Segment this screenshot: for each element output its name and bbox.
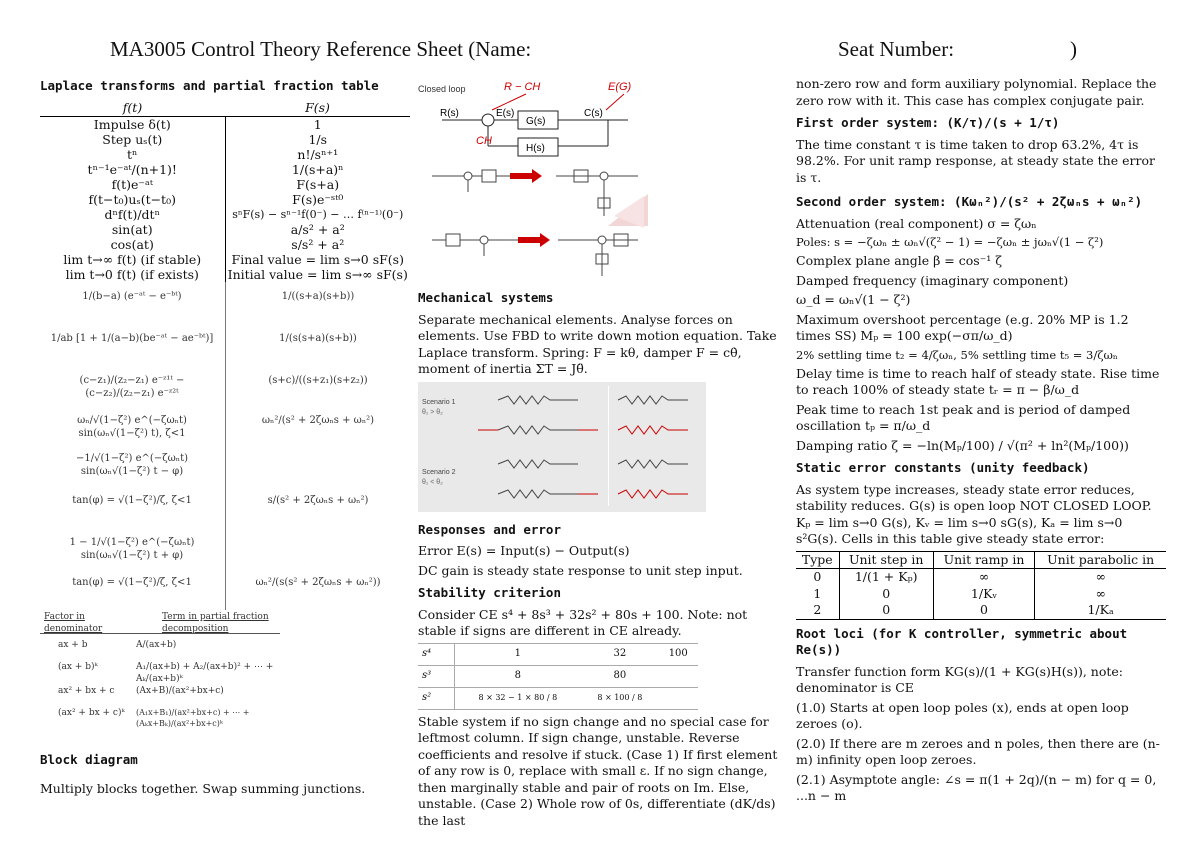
table-cell: s²	[418, 687, 454, 709]
second-order-line: Damping ratio ζ = −ln(Mₚ/100) / √(π² + ln²(Mₚ/100))	[796, 437, 1129, 453]
table-cell: 100	[658, 643, 698, 665]
table-row	[40, 132, 410, 147]
block-diagram-svg	[418, 76, 788, 288]
table-cell: 0	[813, 569, 822, 585]
first-order-heading: First order system: (K/τ)/(s + 1/τ)	[796, 115, 1060, 130]
damper-icon	[618, 460, 688, 468]
e-g-label: E(G)	[608, 81, 632, 93]
table-cell: s⁴	[418, 643, 454, 665]
table-cell: 1	[813, 585, 822, 601]
term-cell: A₁/(ax+b) + A₂/(ax+b)² + ⋯ + Aₖ/(ax+b)ᵏ	[136, 662, 274, 684]
divider	[608, 386, 609, 506]
mechanical-heading: Mechanical systems	[418, 290, 554, 305]
table-row	[40, 207, 410, 222]
pf-time: −1/√(1−ζ²) e^(−ζωₙt) sin(ωₙ√(1−ζ²) t − φ)	[75, 453, 189, 478]
stability-intro: Consider CE s⁴ + 8s³ + 32s² + 80s + 100. Note: not stable if signs are different in CE already.	[418, 606, 748, 638]
table-cell: 1/s	[308, 132, 328, 147]
table-cell: sⁿF(s) − sⁿ⁻¹f(0⁻) − … f⁽ⁿ⁻¹⁾(0⁻)	[232, 207, 404, 221]
table-row	[796, 586, 1166, 603]
damper-icon	[618, 426, 688, 434]
routh-table	[418, 643, 698, 710]
equivalence-arrowhead	[540, 233, 550, 247]
summing-junction	[598, 236, 606, 244]
pf-time: (c−z₁)/(z₂−z₁) e⁻ᶻ¹ᵗ − (c−z₂)/(z₂−z₁) e⁻ᶻ²ᵗ	[79, 375, 185, 400]
table-cell: 80	[581, 665, 658, 687]
table-cell: s³	[418, 665, 454, 687]
damper-icon	[618, 396, 688, 404]
scenario-2-sub: θ₁ < θ₂	[422, 478, 443, 486]
column-2	[418, 76, 788, 832]
table-row	[418, 643, 698, 665]
mechanical-text: Separate mechanical elements. Analyse forces on elements. Use FBD to write down motion equation. Take Laplace transform. Spring: F = kθ, damper F = cθ̇, moment of inertia ΣT = Jθ̈.	[418, 311, 777, 376]
scenario-1-label: Scenario 1	[422, 398, 456, 406]
factor-cell: ax + b	[58, 640, 88, 650]
rs-label: R(s)	[440, 108, 459, 119]
column-1	[40, 76, 410, 800]
second-order-line: Delay time is time to reach half of steady state. Rise time to reach 100% of steady state tᵣ = π − β/ω_d	[796, 365, 1160, 398]
pf-time: 1/(b−a) (e⁻ᵃᵗ − e⁻ᵇᵗ)	[82, 291, 182, 302]
spring-icon	[498, 460, 578, 468]
error-table	[796, 551, 1166, 620]
laplace-col-F: F(s)	[225, 100, 410, 117]
table-cell: 1/(1 + Kₚ)	[839, 569, 933, 586]
responses-heading: Responses and error	[418, 521, 561, 537]
root-loci-line: (2.1) Asymptote angle: ∠s = π(1 + 2q)/(n − m) for q = 0, ...n − m	[796, 771, 1157, 804]
pf-time: ωₙ/√(1−ζ²) e^(−ζωₙt) sin(ωₙ√(1−ζ²) t), ζ<1	[77, 415, 187, 440]
root-loci-line: (1.0) Starts at open loop poles (x), ends at open loop zeroes (o).	[796, 699, 1129, 732]
term-cell: (A₁x+B₁)/(ax²+bx+c) + ⋯ + (Aₖx+Bₖ)/(ax²+bx+c)ᵏ	[136, 708, 250, 728]
table-row	[418, 665, 698, 687]
table-cell: 1	[454, 643, 581, 665]
table-cell: 32	[581, 643, 658, 665]
table-cell: tⁿ⁻¹e⁻ᵃᵗ/(n+1)!	[40, 162, 225, 177]
table-cell: F(s)e⁻ˢᵗ⁰	[292, 192, 344, 207]
second-order-line: Maximum overshoot percentage (e.g. 20% MP is 1.2 times SS) Mₚ = 100 exp(−σπ/ω_d)	[796, 311, 1129, 344]
table-cell: 2	[796, 602, 839, 619]
table-cell: 1	[313, 117, 322, 132]
table-cell: 1/(s+a)ⁿ	[291, 162, 344, 177]
static-error-text: As system type increases, steady state error reduces, stability reduces. G(s) is open loop NOT CLOSED LOOP. Kₚ = lim s→0 G(s), Kᵥ = lim s→0 sG(s), Kₐ = lim s→0 s²G(s). Cells in this table give steady state error:	[796, 481, 1152, 547]
table-cell: f(t)e⁻ᵃᵗ	[40, 177, 225, 192]
table-cell: n!/sⁿ⁺¹	[297, 147, 339, 162]
laplace-table	[40, 100, 410, 283]
gs-label: G(s)	[526, 116, 546, 127]
g-block	[446, 234, 460, 246]
stability-text: Stable system if no sign change and no special case for leftmost column. If sign change, unstable. Reverse coefficients and resolve if stuck. (Case 1) If first element of any row is 0, replace with small ε. If no sign change, then marginally stable and pair of roots on Im. Else, unstable. (Case 2) Whole row of 0s, differentiate (dK/ds) the last	[418, 713, 778, 828]
static-error-heading: Static error constants (unity feedback)	[796, 460, 1090, 476]
table-cell: tⁿ	[40, 147, 225, 162]
table-cell: 8 × 100 / 8	[581, 687, 658, 709]
g-block	[482, 170, 496, 182]
table-cell: 1/Kᵥ	[933, 586, 1035, 603]
partial-fraction-image	[40, 282, 410, 610]
annotation-arrow	[606, 94, 624, 110]
table-cell: Impulse δ(t)	[40, 117, 225, 133]
second-order-line: Attenuation (real component) σ = ζωₙ	[796, 215, 1037, 231]
table-cell	[658, 665, 698, 687]
damper-icon	[618, 490, 688, 498]
table-cell: F(s+a)	[296, 177, 340, 192]
table-row	[40, 237, 410, 252]
second-order-line: ω_d = ωₙ√(1 − ζ²)	[796, 292, 911, 308]
table-cell: sin(at)	[40, 222, 225, 237]
ch-label: CH	[476, 135, 492, 147]
pf-time: 1 − 1/√(1−ζ²) e^(−ζωₙt) sin(ωₙ√(1−ζ²) t + φ)	[69, 537, 195, 562]
factor-table	[40, 612, 280, 730]
table-cell: 8	[454, 665, 581, 687]
table-cell: 8 × 32 − 1 × 80 / 8	[454, 687, 581, 709]
pf-time: 1/ab [1 + 1/(a−b)(be⁻ᵃᵗ − ae⁻ᵇᵗ)]	[50, 333, 214, 344]
scenario-2-label: Scenario 2	[422, 468, 456, 476]
pf-time: tan(φ) = √(1−ζ²)/ζ, ζ<1	[72, 495, 192, 506]
table-cell: Initial value = lim s→∞ sF(s)	[227, 267, 408, 282]
second-order-heading: Second order system: (Kωₙ²)/(s² + 2ζωₙs + ωₙ²)	[796, 194, 1143, 209]
table-cell: lim t→0 f(t) (if exists)	[40, 267, 225, 282]
divider	[225, 282, 226, 610]
root-loci-line: (2.0) If there are m zeroes and n poles, then there are (n-m) infinity open loop zeroes.	[796, 735, 1160, 768]
table-cell: ∞	[1035, 586, 1166, 603]
table-cell: dⁿf(t)/dtⁿ	[40, 207, 225, 222]
second-order-line: 2% settling time t₂ = 4/ζωₙ, 5% settling time t₅ = 3/ζωₙ	[796, 347, 1118, 362]
table-row	[40, 117, 410, 133]
table-row	[418, 687, 698, 709]
table-row	[40, 162, 410, 177]
sheet-title: MA3005 Control Theory Reference Sheet (Name:	[110, 37, 532, 61]
table-cell: a/s² + a²	[290, 222, 345, 237]
mechanical-svg	[418, 382, 706, 512]
summing-junction	[480, 236, 488, 244]
table-row	[40, 177, 410, 192]
second-order-line: Peak time to reach 1st peak and is period of damped oscillation tₚ = π/ω_d	[796, 401, 1131, 434]
table-header: Type	[796, 551, 839, 569]
root-loci-line: Transfer function form KG(s)/(1 + KG(s)H(s)), note: denominator is CE	[796, 663, 1124, 696]
table-cell: 0	[839, 602, 933, 619]
pf-freq: 1/((s+a)(s+b))	[281, 291, 355, 302]
r-ch-label: R − CH	[504, 81, 541, 93]
table-cell: lim t→∞ f(t) (if stable)	[40, 252, 225, 267]
table-header: Unit ramp in	[933, 551, 1035, 569]
table-cell: cos(at)	[40, 237, 225, 252]
pf-freq: ωₙ²/(s(s² + 2ζωₙs + ωₙ²))	[255, 577, 381, 588]
closed-loop-label: Closed loop	[418, 84, 466, 94]
table-cell: Step uₛ(t)	[40, 132, 225, 147]
table-row	[40, 222, 410, 237]
table-row	[796, 602, 1166, 619]
first-order-text: The time constant τ is time taken to drop 63.2%, 4τ is 98.2%. For unit ramp response, at steady state the error is τ.	[796, 136, 1155, 185]
table-cell: 0	[839, 586, 933, 603]
pf-freq: ωₙ²/(s² + 2ζωₙs + ωₙ²)	[261, 415, 375, 426]
mechanical-figure	[418, 382, 706, 512]
table-header: Unit step in	[839, 551, 933, 569]
second-order-line: Complex plane angle β = cos⁻¹ ζ	[796, 253, 1003, 269]
seat-number-label: Seat Number:	[838, 37, 955, 61]
factor-cell: ax² + bx + c	[58, 686, 115, 696]
table-cell: f(t−t₀)uₛ(t−t₀)	[40, 192, 225, 207]
laplace-col-f: f(t)	[40, 100, 225, 117]
table-cell: Final value = lim s→0 sF(s)	[231, 252, 404, 267]
table-row	[40, 147, 410, 162]
laplace-heading: Laplace transforms and partial fraction table	[40, 78, 379, 93]
table-cell	[658, 687, 698, 709]
equivalence-arrow	[510, 173, 532, 179]
stability-heading: Stability criterion	[418, 585, 561, 600]
term-header: Term in partial fraction decomposition	[162, 612, 269, 634]
table-row	[40, 252, 410, 267]
page-title	[110, 36, 1100, 66]
factor-header: Factor in denominator	[44, 612, 103, 634]
root-loci-heading: Root loci (for K controller, symmetric about Re(s))	[796, 625, 1128, 658]
second-order-line: Poles: s = −ζωₙ ± ωₙ√(ζ² − 1) = −ζωₙ ± jωₙ√(1 − ζ²)	[796, 235, 1104, 249]
responses-line-2: DC gain is steady state response to unit step input.	[418, 562, 743, 578]
block-diagram-heading: Block diagram	[40, 752, 138, 767]
spring-icon	[498, 426, 578, 434]
spring-icon	[498, 396, 578, 404]
factor-table-header	[40, 612, 280, 634]
scenario-1-sub: θ₁ > θ₂	[422, 408, 443, 416]
table-row	[40, 192, 410, 207]
block-diagram-text: Multiply blocks together. Swap summing junctions.	[40, 780, 366, 796]
spring-icon	[498, 490, 578, 498]
block-diagram-figure	[418, 76, 788, 288]
hs-label: H(s)	[526, 143, 545, 154]
summing-junction	[464, 172, 472, 180]
table-cell: s/s² + a²	[291, 237, 345, 252]
table-header: Unit parabolic in	[1035, 551, 1166, 569]
es-label: E(s)	[496, 108, 515, 119]
second-order-line: Damped frequency (imaginary component)	[796, 272, 1069, 288]
term-cell: (Ax+B)/(ax²+bx+c)	[136, 686, 224, 696]
table-cell: ∞	[933, 569, 1035, 586]
term-cell: A/(ax+b)	[136, 640, 177, 650]
stability-continuation: non-zero row and form auxiliary polynomial. Replace the zero row with it. This case has complex conjugate pair.	[796, 76, 1157, 108]
pf-time: tan(φ) = √(1−ζ²)/ζ, ζ<1	[72, 577, 192, 588]
cs-label: C(s)	[584, 108, 603, 119]
factor-cell: (ax + b)ᵏ	[58, 662, 98, 672]
summing-junction	[600, 172, 608, 180]
equivalence-arrowhead	[532, 169, 542, 183]
responses-line-1: Error E(s) = Input(s) − Output(s)	[418, 543, 630, 558]
factor-cell: (ax² + bx + c)ᵏ	[58, 708, 125, 718]
pf-freq: 1/(s(s+a)(s+b))	[279, 333, 357, 344]
table-cell: ∞	[1035, 569, 1166, 586]
table-cell: 0	[933, 602, 1035, 619]
equivalence-arrow	[518, 237, 540, 243]
title-close-paren: )	[1070, 37, 1077, 61]
pf-freq: (s+c)/((s+z₁)(s+z₂))	[268, 375, 368, 386]
table-row	[40, 267, 410, 282]
summing-junction	[482, 114, 494, 126]
column-3	[796, 76, 1166, 808]
table-row	[796, 569, 1166, 586]
table-cell: 1/Kₐ	[1035, 602, 1166, 619]
pf-freq: s/(s² + 2ζωₙs + ωₙ²)	[267, 495, 369, 506]
